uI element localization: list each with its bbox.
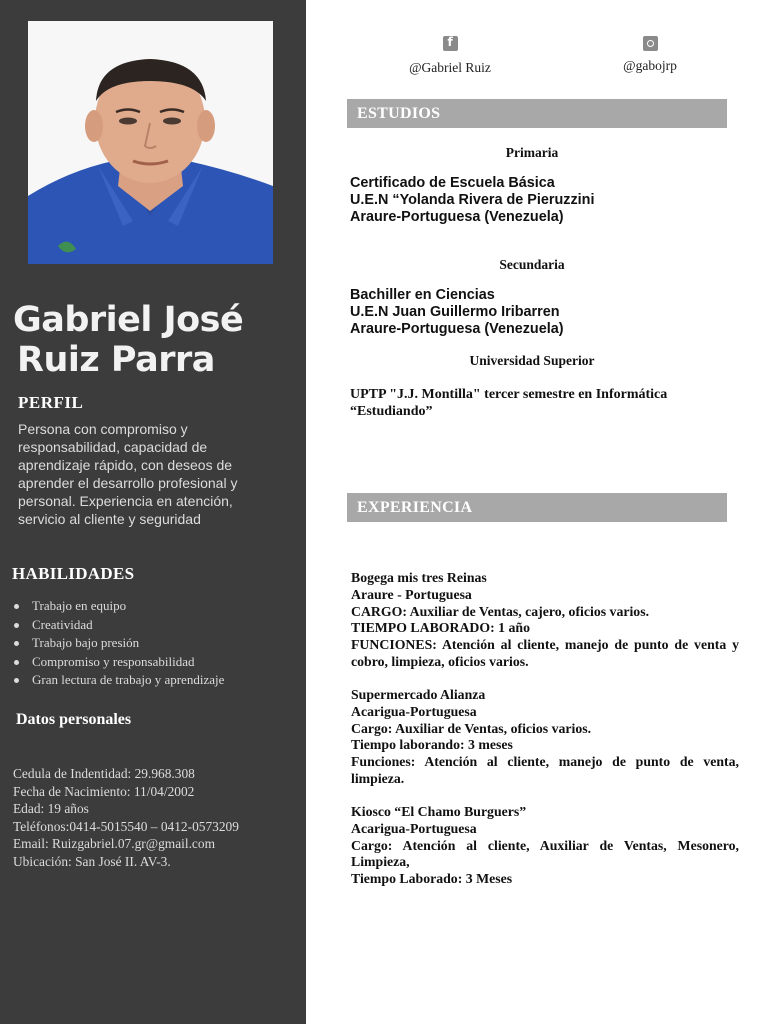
sidebar xyxy=(0,0,306,1024)
experiencia-heading: EXPERIENCIA xyxy=(347,493,727,522)
perfil-text: Persona con compromiso y responsabilidad, capacidad de aprendizaje rápido, con deseos de aprender el desarrollo profesional y personal. Experiencia en atención, servicio al cliente y seguridad xyxy=(18,421,238,527)
job-tiempo: Tiempo laborando: 3 meses xyxy=(351,737,513,753)
list-item xyxy=(12,597,224,616)
skill-label: Gran lectura de trabajo y aprendizaje xyxy=(32,672,225,688)
instagram-handle[interactable]: @gabojrp xyxy=(623,58,677,73)
email: Email: Ruizgabriel.07.gr@gmail.com xyxy=(13,836,215,852)
habilidades-heading: HABILIDADES xyxy=(12,564,135,583)
bullet-icon xyxy=(14,604,19,609)
name-second-line: Ruiz Parra xyxy=(17,340,215,380)
primaria-line: Araure-Portuguesa (Venezuela) xyxy=(350,209,564,225)
primaria-details xyxy=(350,175,594,226)
job-location: Araure - Portuguesa xyxy=(351,586,472,602)
job-cargo: Cargo: Atención al cliente, Auxiliar de Ventas, Mesonero, Limpieza, xyxy=(351,837,739,870)
job-funciones: Funciones: Atención al cliente, manejo de punto de venta, limpieza. xyxy=(351,754,739,786)
perfil-heading: PERFIL xyxy=(18,393,84,412)
birth-date: Fecha de Nacimiento: 11/04/2002 xyxy=(13,783,195,799)
job-entry-2 xyxy=(351,687,739,788)
job-tiempo: TIEMPO LABORADO: 1 año xyxy=(351,620,530,636)
location: Ubicación: San José II. AV-3. xyxy=(13,853,171,869)
estudios-heading: ESTUDIOS xyxy=(347,99,727,128)
facebook-handle[interactable]: @Gabriel Ruiz xyxy=(409,60,491,75)
secundaria-line: U.E.N Juan Guillermo Iribarren xyxy=(350,304,560,320)
age: Edad: 19 años xyxy=(13,801,89,817)
primaria-label: Primaria xyxy=(505,145,559,160)
skill-label: Trabajo en equipo xyxy=(32,598,127,613)
facebook-icon[interactable] xyxy=(443,36,458,51)
bullet-icon xyxy=(14,641,19,646)
job-location: Acarigua-Portuguesa xyxy=(351,703,477,719)
primaria-line: U.E.N “Yolanda Rivera de Pieruzzini xyxy=(350,192,595,208)
secundaria-label: Secundaria xyxy=(499,257,565,272)
skill-label: Compromiso y responsabilidad xyxy=(32,653,195,669)
datos-personales-heading: Datos personales xyxy=(16,711,132,728)
universidad-label: Universidad Superior xyxy=(469,353,595,368)
instagram-icon[interactable] xyxy=(643,36,658,51)
id-number: Cedula de Indentidad: 29.968.308 xyxy=(13,766,195,781)
instagram-contact[interactable] xyxy=(600,36,700,74)
job-company: Supermercado Alianza xyxy=(351,687,486,702)
full-name xyxy=(13,300,298,380)
facebook-contact[interactable] xyxy=(395,36,505,76)
job-tiempo: Tiempo Laborado: 3 Meses xyxy=(351,871,513,887)
universidad-line: UPTP "J.J. Montilla" tercer semestre en Informática xyxy=(350,387,668,402)
bullet-icon xyxy=(14,623,19,628)
list-item xyxy=(12,653,224,672)
list-item xyxy=(12,634,224,653)
job-cargo: Cargo: Auxiliar de Ventas, oficios varios. xyxy=(351,720,592,736)
list-item xyxy=(12,616,224,635)
secundaria-line: Bachiller en Ciencias xyxy=(350,287,495,303)
bullet-icon xyxy=(14,660,19,665)
secundaria-details xyxy=(350,287,564,338)
skill-label: Creatividad xyxy=(32,616,93,632)
list-item xyxy=(12,671,224,690)
habilidades-list xyxy=(12,597,224,690)
job-company: Bogega mis tres Reinas xyxy=(351,570,487,585)
universidad-details xyxy=(350,386,667,420)
phones: Teléfonos:0414-5015540 – 0412-0573209 xyxy=(13,818,239,834)
bullet-icon xyxy=(14,678,19,683)
skill-label: Trabajo bajo presión xyxy=(32,635,140,651)
universidad-line: “Estudiando” xyxy=(350,404,433,419)
job-location: Acarigua-Portuguesa xyxy=(351,820,477,836)
datos-personales-list xyxy=(13,765,239,871)
primaria-line: Certificado de Escuela Básica xyxy=(350,175,555,191)
secundaria-line: Araure-Portuguesa (Venezuela) xyxy=(350,321,564,337)
name-first-line: Gabriel José xyxy=(13,300,244,340)
job-funciones: FUNCIONES: Atención al cliente, manejo de punto de venta y cobro, limpieza, oficios varios. xyxy=(351,637,739,669)
job-entry-1 xyxy=(351,570,739,671)
job-entry-3 xyxy=(351,804,739,888)
job-company: Kiosco “El Chamo Burguers” xyxy=(351,804,527,819)
profile-photo xyxy=(28,21,273,264)
profile-photo-illustration xyxy=(28,21,273,264)
job-cargo: CARGO: Auxiliar de Ventas, cajero, oficios varios. xyxy=(351,603,650,619)
